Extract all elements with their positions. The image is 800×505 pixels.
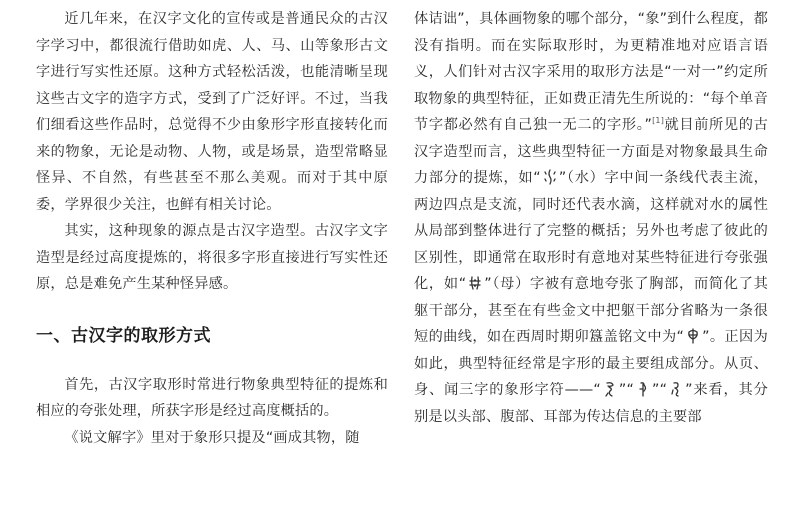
- shen-glyph-icon: [636, 380, 650, 396]
- section-heading: 一、古汉字的取形方式: [36, 325, 211, 346]
- text-segment: ”来看，其分别是以头部、腹部、耳部为传达信息的主要部: [414, 382, 768, 425]
- water-glyph-icon: [543, 168, 557, 184]
- mother-bronze-glyph-icon: [686, 327, 700, 343]
- text-segment: ”（母）字被有意地夸张了胸部，而简化了其躯干部分，甚至在有些金文中把躯干部分省略为一条很短的曲线，如在西周时期卯簋盖铭文中为“: [414, 276, 768, 345]
- footnote-ref[interactable]: [1]: [652, 116, 665, 125]
- paragraph-continued: [414, 6, 768, 430]
- text-segment: ”“: [652, 382, 668, 398]
- text-segment: 就目前所见的古汉字造型而言，这些典型特征一方面是对物象最具生命力部分的提炼，如“: [414, 117, 768, 186]
- paragraph-origin: 其实，这种现象的源点是古汉字造型。古汉字文字造型是经过高度提炼的，将很多字形直接进行写实性还原，总是难免产生某种怪异感。: [36, 223, 388, 292]
- text-segment: ”（水）字中间一条线代表主流，两边四点是支流，同时还代表水滴，这样就对水的属性从局部到整体进行了完整的概括；另外也考虑了彼此的区别性，即通常在取形时有意地对某些特征进行夸张强化，如“: [414, 170, 768, 292]
- text-segment: ”“: [618, 382, 635, 398]
- text-segment: ”。正因为如此，典型特征经常是字形的最主要组成部分。从页、身、闻三字的象形字符——“: [414, 329, 768, 398]
- paragraph-first: 首先，古汉字取形时常进行物象典型特征的提炼和相应的夸张处理，所获字形是经过高度概括的。: [36, 376, 388, 419]
- left-column: [36, 6, 388, 451]
- paragraph-intro: 近几年来，在汉字文化的宣传或是普通民众的古汉字学习中，都很流行借助如虎、人、马、山等象形古文字进行写实性还原。这种方式轻松活泼，也能清晰呈现这些古文字的造字方式，受到了广泛好评。不过，当我们细看这些作品时，总觉得不少由象形字形直接转化而来的物象，无论是动物、人物，或是场景，造型常略显怪异、不自然，有些甚至不那么美观。而对于其中原委，学界很少关注，也鲜有相关讨论。: [36, 11, 388, 213]
- paragraph-shuowen: 《说文解字》里对于象形只提及“画成其物，随: [64, 429, 360, 446]
- wen-glyph-icon: [669, 380, 683, 396]
- mother-glyph-icon: [468, 274, 482, 290]
- ye-glyph-icon: [603, 380, 617, 396]
- right-column: [414, 6, 768, 430]
- text-segment: 体诘诎”，具体画物象的哪个部分，“象”到什么程度，都没有指明。而在实际取形时，为更精准地对应语言语义，人们针对古汉字采用的取形方法是“一对一”约定所取物象的典型特征，正如费正清先生所说的：“每个单音节字都必然有自己独一无二的字形。”: [414, 11, 768, 133]
